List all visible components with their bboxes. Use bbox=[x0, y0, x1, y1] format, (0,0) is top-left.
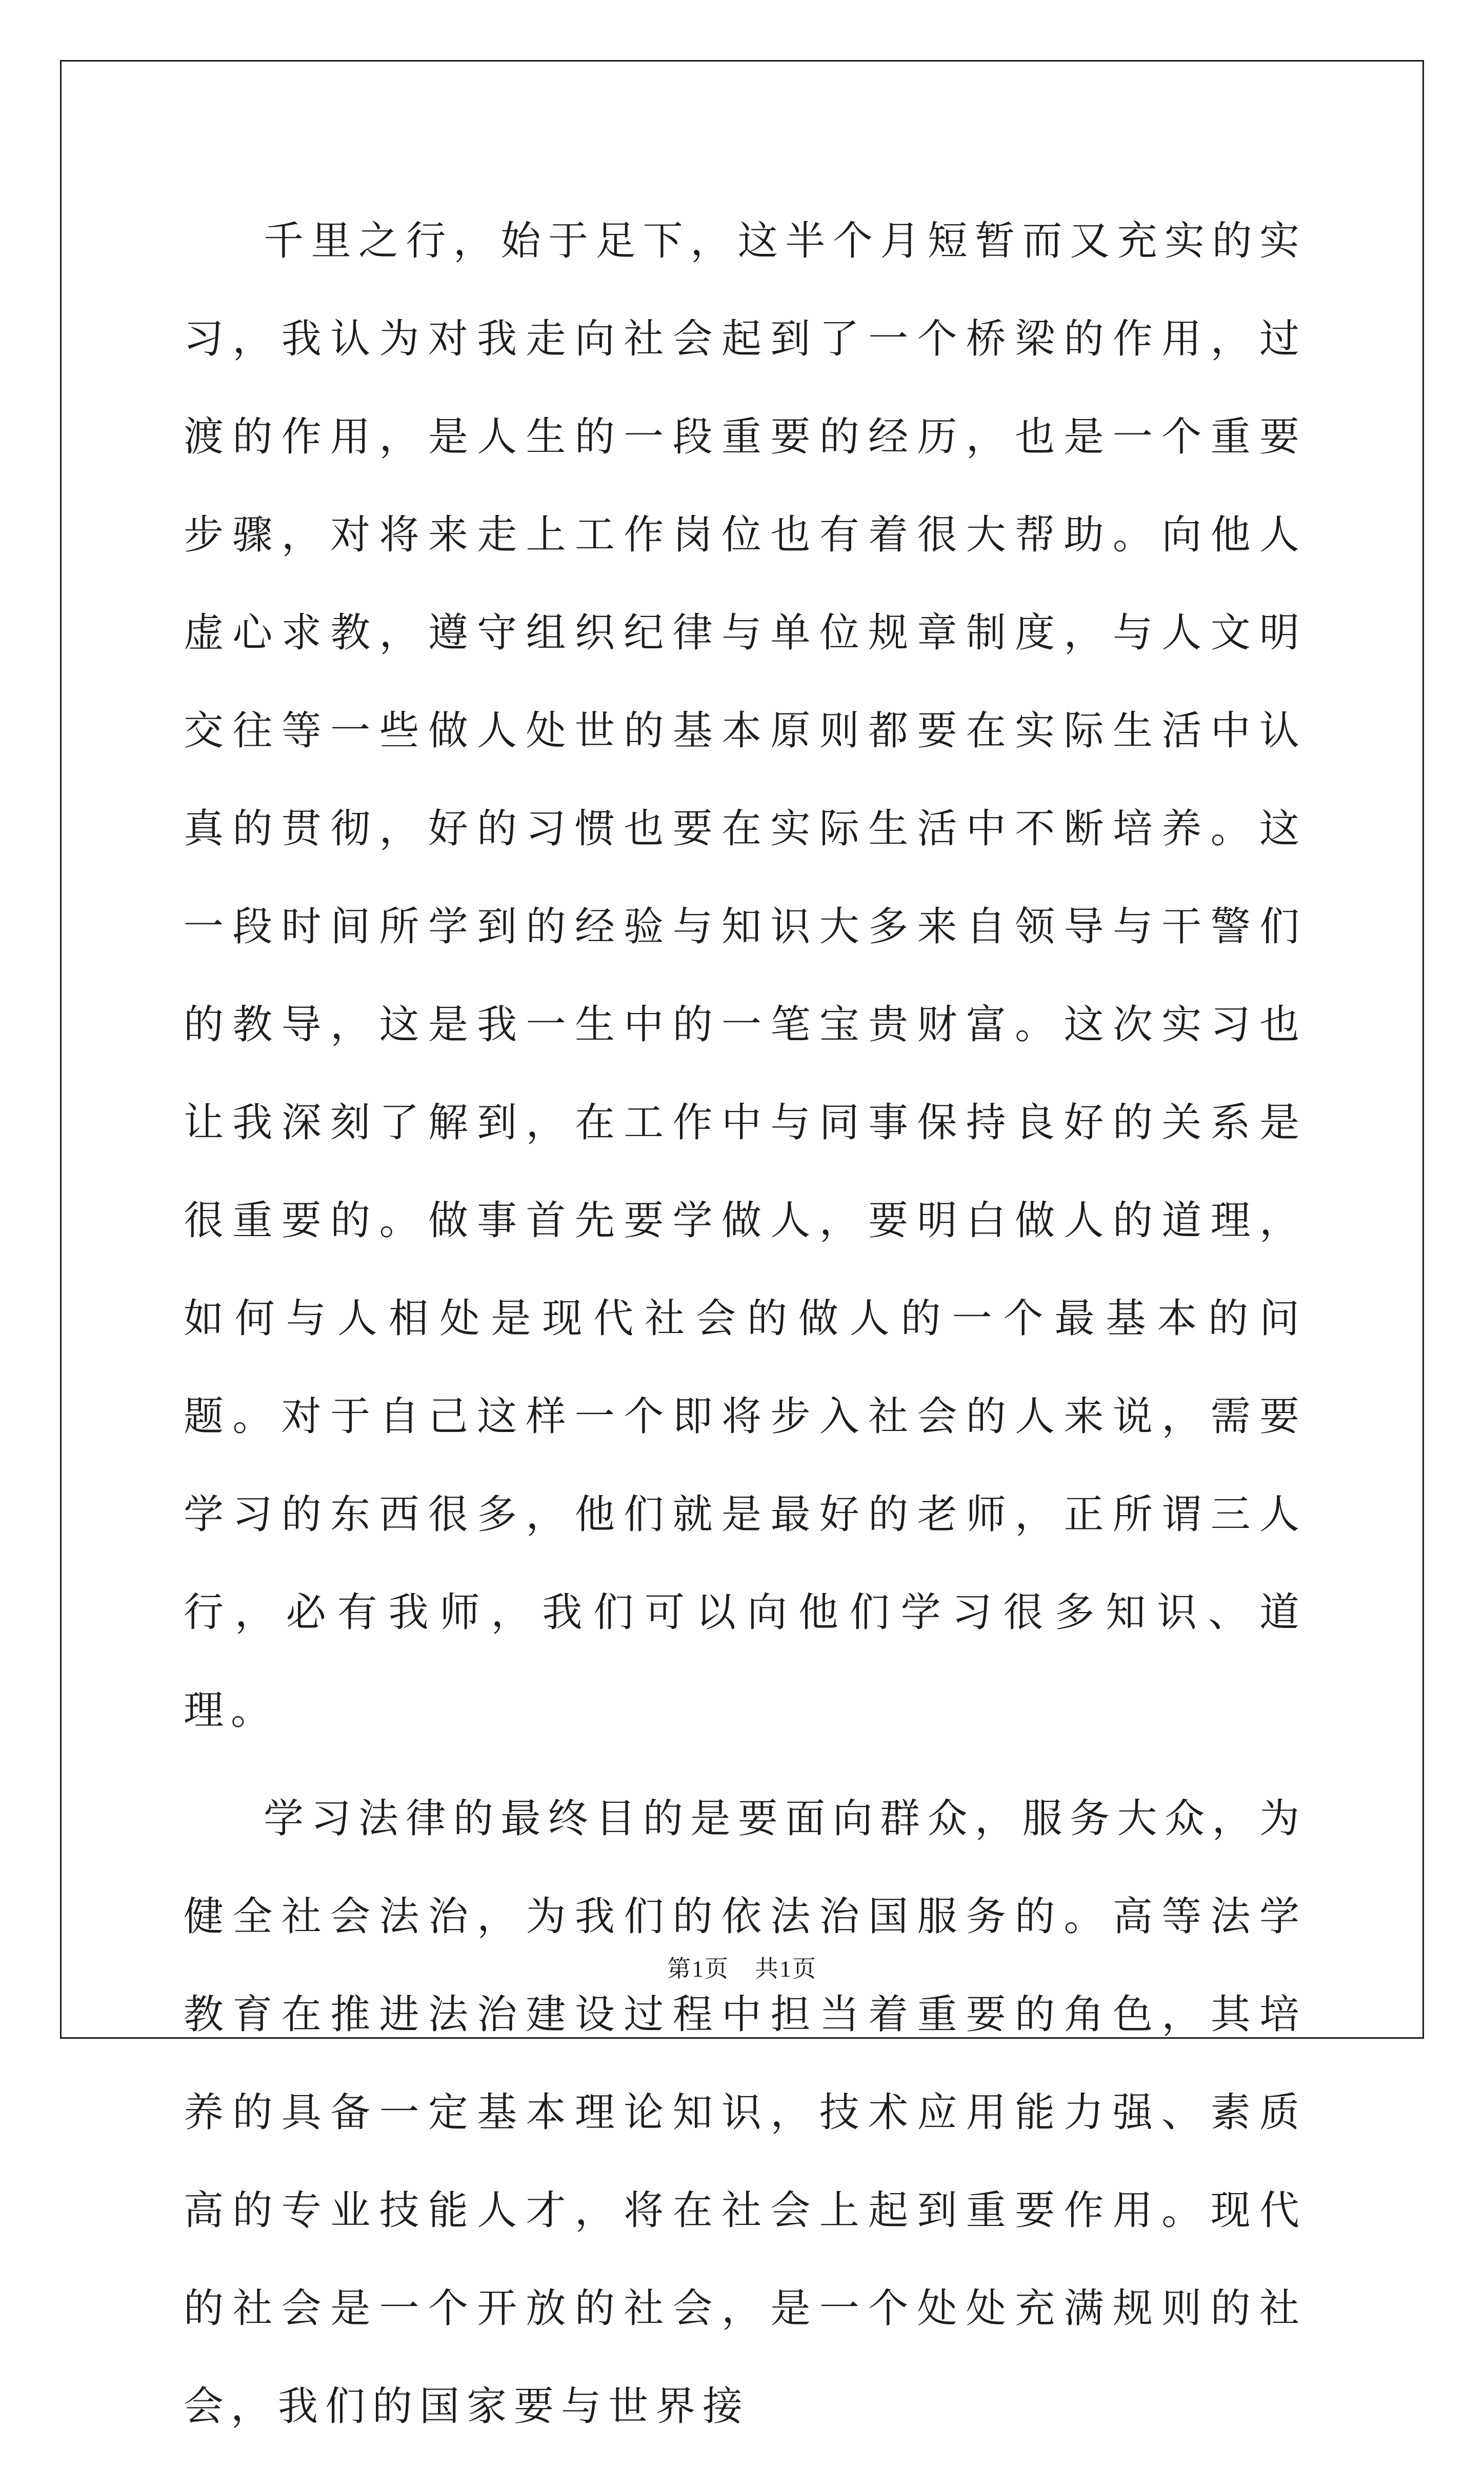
page-footer bbox=[0, 1950, 1484, 1984]
document-body bbox=[184, 192, 1307, 2466]
paragraph: 千里之行，始于足下，这半个月短暂而又充实的实习，我认为对我走向社会起到了一个桥梁的作用，过渡的作用，是人生的一段重要的经历，也是一个重要步骤，对将来走上工作岗位也有着很大帮助。向他人虚心求教，遵守组织纪律与单位规章制度，与人文明交往等一些做人处世的基本原则都要在实际生活中认真的贯彻，好的习惯也要在实际生活中不断培养。这一段时间所学到的经验与知识大多来自领导与干警们的教导，这是我一生中的一笔宝贵财富。这次实习也让我深刻了解到，在工作中与同事保持良好的关系是很重要的。做事首先要学做人，要明白做人的道理，如何与人相处是现代社会的做人的一个最基本的问题。对于自己这样一个即将步入社会的人来说，需要学习的东西很多，他们就是最好的老师，正所谓三人行，必有我师，我们可以向他们学习很多知识、道理。 bbox=[184, 218, 1307, 1734]
page-number: 第1页 bbox=[667, 1956, 729, 1982]
paragraph: 学习法律的最终目的是要面向群众，服务大众，为健全社会法治，为我们的依法治国服务的。高等法学教育在推进法治建设过程中担当着重要的角色，其培养的具备一定基本理论知识，技术应用能力强、素质高的专业技能人才，将在社会上起到重要作用。现代的社会是一个开放的社会，是一个处处充满规则的社会，我们的国家要与世界接 bbox=[184, 1796, 1307, 2430]
page-total: 共1页 bbox=[755, 1956, 817, 1982]
